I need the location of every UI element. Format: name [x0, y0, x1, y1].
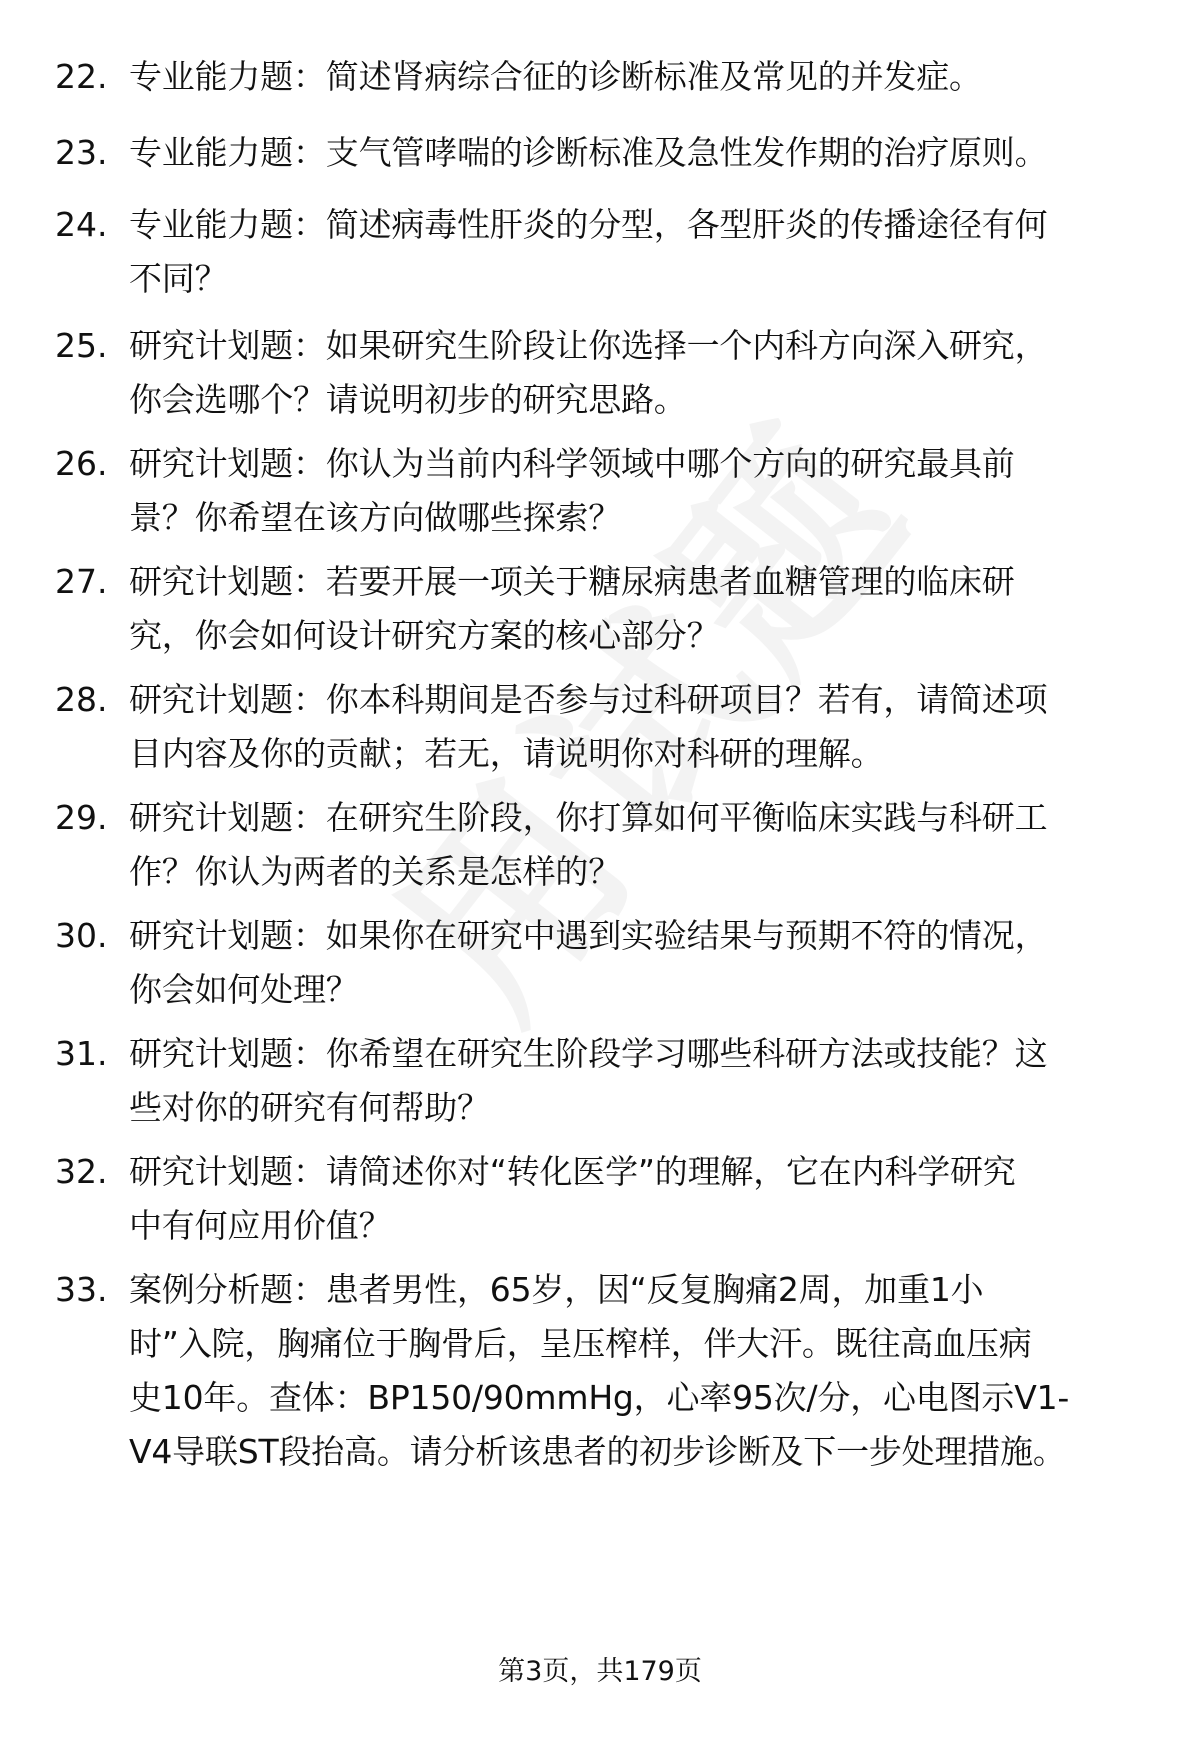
- question-line: 不同？: [129, 259, 228, 298]
- question-line: 研究计划题：如果研究生阶段让你选择一个内科方向深入研究，: [129, 326, 1048, 365]
- question-number: 32.: [55, 1152, 108, 1191]
- question-line: 研究计划题：你希望在研究生阶段学习哪些科研方法或技能？这: [129, 1034, 1048, 1073]
- question-line: 研究计划题：你本科期间是否参与过科研项目？若有，请简述项: [129, 680, 1048, 719]
- question-number: 28.: [55, 680, 108, 719]
- question-text: [129, 791, 1159, 899]
- question-text: [129, 319, 1159, 427]
- question-line: 专业能力题：简述病毒性肝炎的分型，各型肝炎的传播途径有何: [129, 205, 1048, 244]
- question-number: 27.: [55, 562, 108, 601]
- question-text: [129, 1027, 1159, 1135]
- question-number: 22.: [55, 57, 108, 96]
- question-line: 你会如何处理？: [129, 970, 359, 1009]
- question-line: 研究计划题：请简述你对“转化医学”的理解，它在内科学研究: [129, 1152, 1016, 1191]
- question-line: 专业能力题：支气管哮喘的诊断标准及急性发作期的治疗原则。: [129, 133, 1048, 172]
- question-text: [129, 555, 1159, 663]
- question-line: 研究计划题：你认为当前内科学领域中哪个方向的研究最具前: [129, 444, 1015, 483]
- question-line: V4导联ST段抬高。请分析该患者的初步诊断及下一步处理措施。: [129, 1432, 1066, 1471]
- question-number: 24.: [55, 205, 108, 244]
- question-line: 专业能力题：简述肾病综合征的诊断标准及常见的并发症。: [129, 57, 982, 96]
- question-text: [129, 437, 1159, 545]
- question-line: 目内容及你的贡献；若无，请说明你对科研的理解。: [129, 734, 884, 773]
- question-text: [129, 1145, 1159, 1253]
- question-number: 29.: [55, 798, 108, 837]
- question-line: 中有何应用价值？: [129, 1206, 392, 1245]
- question-text: [129, 673, 1159, 781]
- question-line: 景？你希望在该方向做哪些探索？: [129, 498, 622, 537]
- question-number: 30.: [55, 916, 108, 955]
- question-number: 33.: [55, 1270, 108, 1309]
- question-number: 23.: [55, 133, 108, 172]
- question-number: 26.: [55, 444, 108, 483]
- question-text: [129, 50, 1159, 104]
- question-text: [129, 909, 1159, 1017]
- question-line: 研究计划题：如果你在研究中遇到实验结果与预期不符的情况，: [129, 916, 1048, 955]
- question-text: [129, 126, 1159, 180]
- question-line: 研究计划题：若要开展一项关于糖尿病患者血糖管理的临床研: [129, 562, 1015, 601]
- question-number: 25.: [55, 326, 108, 365]
- question-number: 31.: [55, 1034, 108, 1073]
- question-line: 案例分析题：患者男性，65岁，因“反复胸痛2周，加重1小: [129, 1270, 984, 1309]
- question-text: [129, 198, 1159, 306]
- question-line: 你会选哪个？请说明初步的研究思路。: [129, 380, 687, 419]
- question-line: 作？你认为两者的关系是怎样的？: [129, 852, 622, 891]
- question-line: 史10年。查体：BP150/90mmHg，心率95次/分，心电图示V1-: [129, 1378, 1070, 1417]
- question-line: 时”入院，胸痛位于胸骨后，呈压榨样，伴大汗。既往高血压病: [129, 1324, 1032, 1363]
- question-line: 些对你的研究有何帮助？: [129, 1088, 490, 1127]
- page-footer: 第3页，共179页: [498, 1656, 702, 1687]
- question-line: 研究计划题：在研究生阶段，你打算如何平衡临床实践与科研工: [129, 798, 1048, 837]
- question-line: 究，你会如何设计研究方案的核心部分？: [129, 616, 720, 655]
- question-text: [129, 1263, 1159, 1479]
